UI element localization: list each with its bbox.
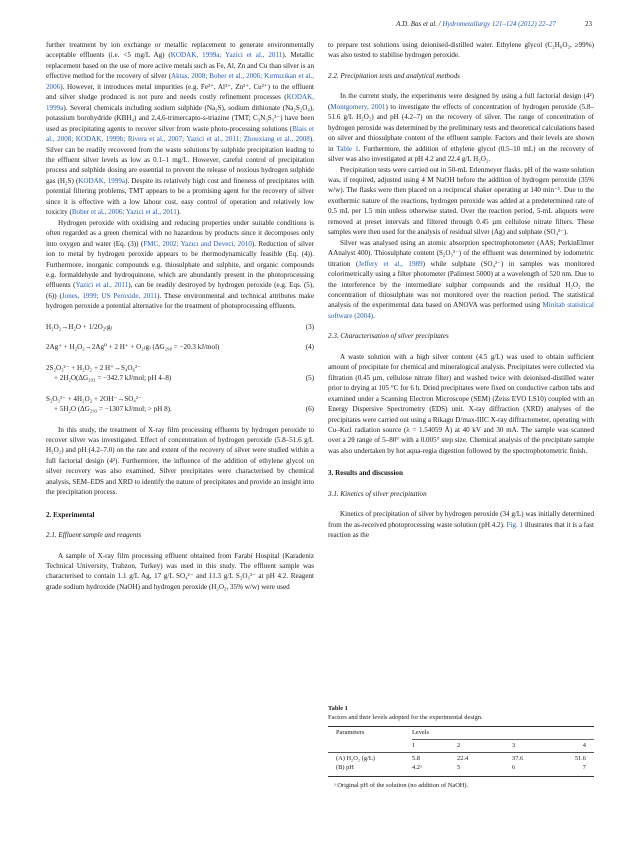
right-column bbox=[328, 40, 594, 541]
table-row bbox=[328, 755, 594, 764]
equation-3: H₂O₂→H₂O + 1/2O₂₍g₎ (3) bbox=[46, 322, 314, 331]
paragraph: to prepare test solutions using deionised-distilled water. Ethylene glycol (C₂H₆O₂, ≥99%) was also tested to stabilise hydrogen peroxide. bbox=[328, 41, 594, 60]
citation-link[interactable]: Jones, 1999; US Peroxide, 2011 bbox=[61, 291, 158, 300]
subsection-heading: 2.2. Precipitation tests and analytical methods bbox=[328, 71, 460, 80]
citation-link[interactable]: KODAK, 1999a bbox=[78, 176, 126, 185]
table-header-cell: Parameters bbox=[336, 728, 365, 736]
table-cell: 4.2ᵃ bbox=[412, 764, 422, 772]
subsection-heading: 2.1. Effluent sample and reagents bbox=[46, 531, 142, 540]
table-bottom-rule bbox=[328, 776, 594, 777]
table-cell: 51.6 bbox=[574, 755, 586, 763]
table-cell: 7 bbox=[582, 764, 586, 772]
paragraph: Kinetics of precipitation of silver by hydrogen peroxide (34 g/L) was initially determined from the as-received photoprocessing waste solution (pH 4.2). Fig. 1 illustrates that it is a fast reaction as the bbox=[328, 510, 594, 540]
citation-link[interactable]: Aktas, 2008; Bober et al., 2006; Kırmızıkan et al., 2006 bbox=[46, 72, 314, 91]
table-cell: (A) H₂O₂ (g/L) bbox=[336, 755, 375, 763]
paragraph: Silver was analysed using an atomic absorption spectrophotometer (AAS; PerkinElmer AAnalyst 400). Thiosulphate content (S₂O₃²⁻) of the effluent was determined by iodometric titration (Jeffery et al., 1989) while sulphate (SO₄²⁻) in samples was monitored colorimetrically using a filter photometer (Palintest 5000) at a wavelength of 520 nm. Due to the interference by the intermediate sulphur compounds and the residual H₂O₂ the concentration of thiosulphate was not monitored over the reaction period. The statistical analysis of the experimental data based on ANOVA was performed using Minitab statistical software (2004). bbox=[328, 238, 595, 320]
citation-link[interactable]: FMC, 2002; Yazıcı and Deveci, 2010 bbox=[143, 239, 252, 248]
table-header-cell: 4 bbox=[582, 741, 586, 749]
citation-link[interactable]: Montgomery, 2001 bbox=[330, 102, 386, 111]
equation-4: 2Ag⁺ + H₂O₂→2Ag⁰ + 2 H⁺ + O₂₍g₎ (ΔG₂₉₈ = −20.3 kJ/mol) (4) bbox=[46, 343, 314, 352]
table-cell: 5 bbox=[457, 764, 461, 772]
table-caption: Factors and their levels adopted for the experimental design. bbox=[328, 713, 483, 721]
paragraph: A waste solution with a high silver content (4.5 g/L) was used to obtain sufficient amount of precipitate for chemical and mineralogical analysis. Precipitates were collected via filtration (0.45 µm, cellulose nitrate filter) and washed twice with deionised-distilled water prior to drying at 105 °C for 6 h. Dried precipitates were fixed on conductive carbon tabs and examined under a Scanning Electron Microscope (SEM) (Zeiss EVO LS10) coupled with an Energy Dispersive Spectrometry (EDS) unit. X-ray diffraction (XRD) analyses of the precipitates were carried out using a Rikagu D/max-IIIC X-ray diffractometer, operating with Cu–Kα1 radiation source (λ = 1.54059 Å) at 40 kV and 30 mA. The sample was scanned over a 2θ range of 5–80° with a 0.005° step size. Chemical analysis of the precipitate sample was also undertaken by hot aqua-regia digestion followed by the spectrophotometric finish. bbox=[328, 352, 594, 455]
table-cell: (B) pH bbox=[336, 764, 354, 772]
table-header-cell: 1 bbox=[412, 741, 416, 749]
journal-link[interactable]: Hydrometallurgy 121–124 (2012) 22–27 bbox=[442, 20, 556, 28]
table-1 bbox=[328, 705, 594, 791]
section-heading: 2. Experimental bbox=[46, 510, 95, 519]
page-number: 23 bbox=[585, 20, 592, 28]
table-cell: 22.4 bbox=[457, 755, 469, 763]
table-header-cell: 2 bbox=[457, 741, 461, 749]
table-cell: 37.6 bbox=[512, 755, 524, 763]
table-title: Table 1 bbox=[328, 705, 348, 712]
table-level-row bbox=[328, 740, 594, 752]
citation-link[interactable]: Minitab statistical software (2004) bbox=[328, 301, 595, 320]
table-mid-rule bbox=[328, 752, 594, 753]
paragraph: further treatment by ion exchange or metallic replacement to generate environmentally acceptable effluents (i.e. <5 mg/L Ag) (KODAK, 1999a; Yazici et al., 2011). Metallic replacement based on the use of more active metals such as Fe, Al, Zn and Cu than silver is an effective method for the recovery of silver (Aktas, 2008; Bober et al., 2006; Kırmızıkan et al., 2006). However, it introduces metal impurities (e.g. Fe²⁺, Al³⁺, Zn²⁺, Cu²⁺) to the effluent and silver sludge produced is not pure and needs costly refinement processes (KODAK, 1999a). Several chemicals including sodium sulphide (Na₂S), sodium dithionate (Na₂S₂O₄), potassium borohydride (KBH₄) and 2,4,6-trimercapto-s-triazine (TMT; C₃N₃S₃³⁻) have been used as precipitating agents to recover silver from waste photo-processing solutions (Blais et al., 2008; KODAK, 1999b; Rivera et al., 2007; Yazici et al., 2011; Zhouxiang et al., 2008). Silver can be readily recovered from the waste solutions by sulphide precipitation leading to the effluent silver levels as low as 0.1–1 mg/L. However, careful control of precipitation process and sulphide dosing are essential to prevent the release of noxious hydrogen sulphide gas (H₂S) (KODAK, 1999a). Despite its relatively high cost and fineness of precipitates with potential filtering problems, TMT appears to be a promising agent for the recovery of silver since it is effective with a low labour cost, easy control of operation and relatively low toxicity (Bober et al., 2006; Yazici et al., 2011). bbox=[46, 41, 315, 217]
section-heading: 3. Results and discussion bbox=[328, 469, 403, 478]
citation-link[interactable]: KODAK, 1999a; Yazici et al., 2011 bbox=[170, 51, 283, 60]
left-column bbox=[46, 40, 314, 592]
table-link[interactable]: Table 1 bbox=[336, 144, 359, 153]
paragraph: In the current study, the experiments were designed by using a full factorial design (4²) (Montgomery, 2001) to investigate the effects of concentration of hydrogen peroxide (5.8–51.6 g/L H₂O₂) and pH (4.2–7) on the recovery of silver. The range of concentration of hydrogen peroxide was determined by the preliminary tests and theoretical calculations based on silver and thiosulphate content of the effluent sample. Factors and their levels are shown in Table 1. Furthermore, the addition of ethylene glycol (0.5–10 mL) on the recovery of silver was also investigated at pH 4.2 and 22.4 g/L H₂O₂. bbox=[328, 92, 594, 164]
paragraph: In this study, the treatment of X-ray film processing effluents by hydrogen peroxide to recover silver was investigated. Effect of concentration of hydrogen peroxide (5.8–51.6 g/L H₂O₂) and pH (4.2–7.0) on the rate and extent of the recovery of silver were studied within a full factorial design (4²). Furthermore, the influence of the addition of ethylene glycol on silver recovery was also examined. Silver precipitates were characterised by chemical analysis, SEM–EDS and XRD to identify the nature of precipitates and provide an insight into the precipitation process. bbox=[46, 425, 314, 497]
table-header-row bbox=[328, 727, 594, 739]
citation-link[interactable]: Yazici et al., 2011 bbox=[75, 281, 129, 290]
equation-6: S₂O₃²⁻ + 4H₂O₂ + 2OH⁻→SO₄²⁻ + 5H₂O (ΔG₂₉₃ = −1307 kJ/mol; > pH 8). (6) bbox=[46, 394, 314, 414]
table-header-cell: 3 bbox=[512, 741, 516, 749]
paragraph: A sample of X-ray film processing effluent obtained from Farabi Hospital (Karadeniz Technical University, Trabzon, Turkey) was used in this study. The effluent sample was characterised to contain 1.1 g/L Ag, 17 g/L SO₄²⁻ and 11.3 g/L S₂O₃²⁻ at pH 4.2. Reagent grade sodium hydroxide (NaOH) and hydrogen peroxide (H₂O₂, 35% w/w) were used bbox=[46, 551, 314, 591]
subsection-heading: 2.3. Characterisation of silver precipitates bbox=[328, 332, 449, 341]
paragraph: Precipitation tests were carried out in 50-mL Erlenmeyer flasks. pH of the waste solution was, if required, adjusted using 4 M NaOH before the addition of hydrogen peroxide (35% w/w). The flasks were then placed on a reciprocal shaker operating at 140 min⁻¹. Due to the exothermic nature of the reactions, hydrogen peroxide was added at a predetermined rate of 0.5 mL per 1.5 min unless otherwise stated. Over the reaction period, 5-mL aliquots were removed at preset intervals and filtered through 0.45 µm cellulose nitrate filters. These samples were then used for the analysis of residual silver (Ag) and sulphate (SO₄²⁻). bbox=[328, 165, 594, 237]
table-cell: 5.8 bbox=[412, 755, 420, 763]
figure-link[interactable]: Fig. 1 bbox=[506, 520, 524, 529]
paragraph: Hydrogen peroxide with oxidising and reducing properties under suitable conditions is often regarded as a green chemical with no hazardous by products since it decomposes only into oxygen and water (Eq. (3)) (FMC, 2002; Yazıcı and Deveci, 2010). Reduction of silver ion to metal by hydrogen peroxide appears to be thermodynamically feasible (Eq. (4)). Furthermore, inorganic compounds e.g. thiosulphate and sulphite, and organic compounds e.g. formaldehyde and hydroquinone, which are abundantly present in the photoprocessing effluents (Yazici et al., 2011), can be readily destroyed by hydrogen peroxide (e.g. Eqs. (5), (6)) (Jones, 1999; US Peroxide, 2011). These environmental and technical attributes make hydrogen peroxide a potential alternative for the treatment of photoprocessing effluents. bbox=[46, 218, 314, 311]
running-header bbox=[46, 20, 592, 32]
table-header-cell: Levels bbox=[412, 728, 430, 736]
header-citation: A.D. Bas et al. / Hydrometallurgy 121–124 (2012) 22–27 bbox=[396, 20, 556, 28]
citation-link[interactable]: Bober et al., 2006; Yazici et al., 2011 bbox=[71, 208, 177, 217]
table-row bbox=[328, 764, 594, 773]
table-footnote: ᵃ Original pH of the solution (no addition of NaOH). bbox=[334, 782, 469, 789]
citation-link[interactable]: Blais et al., 2008; KODAK, 1999b; Rivera et al., 2007; Yazici et al., 2011; Zhouxiang et al., 2008 bbox=[46, 124, 315, 144]
equation-5: 2S₂O₃²⁻ + H₂O₂ + 2 H⁺→S₄O₆²⁻ + 2H₂O(ΔG₂₉₃ = −342.7 kJ/mol; pH 4–8) (5) bbox=[46, 363, 314, 383]
citation-link[interactable]: Jeffery et al., 1989 bbox=[358, 259, 423, 268]
subsection-heading: 3.1. Kinetics of silver precipitation bbox=[328, 489, 427, 498]
citation-link[interactable]: KODAK, 1999a bbox=[46, 93, 314, 112]
table-cell: 6 bbox=[512, 764, 516, 772]
